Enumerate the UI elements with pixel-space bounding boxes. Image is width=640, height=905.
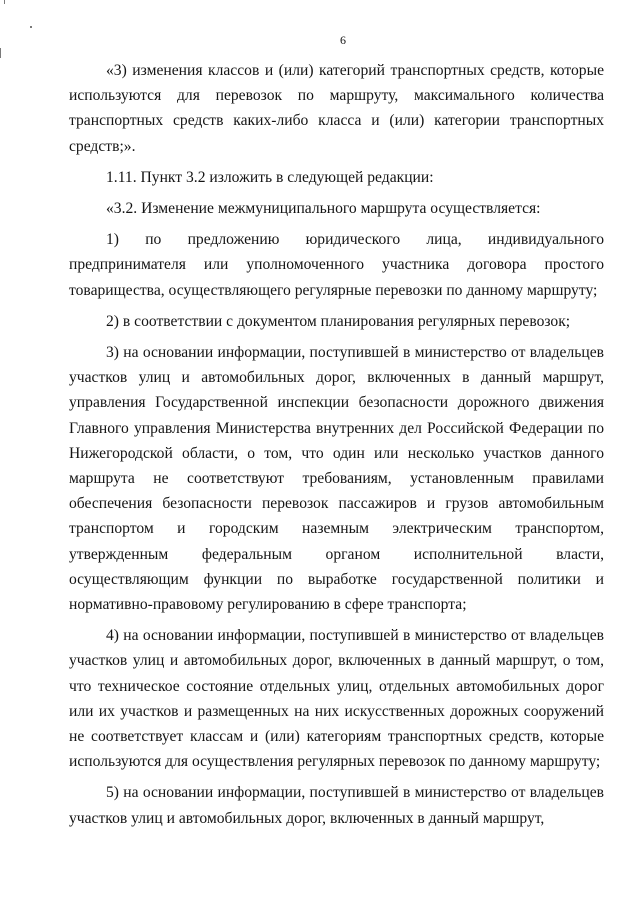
page-number: 6 (340, 33, 346, 47)
scan-mark (4, 0, 5, 4)
scan-mark (30, 26, 32, 28)
paragraph-classes-change: «3) изменения классов и (или) категорий транспортных средств, которые используются для перевозок по маршруту, максимального количества транспортных средств каких-либо класса и (или) категории транспортных средств;». (69, 62, 604, 155)
paragraph-clause-3-2: «3.2. Изменение межмуниципального маршрута осуществляется: (106, 200, 541, 218)
paragraph-item-4: 4) на основании информации, поступившей в министерство от владельцев участков улиц и автомобильных дорог, включенных в данный маршрут, о том, что техническое состояние отдельных улиц, отдельных автомобильных дорог или их участков и размещенных на них искусственных дорожных сооружений не соответствует классам и (или) категориям транспортных средств, которые используются для осуществления регулярных перевозок по данному маршруту; (69, 627, 604, 771)
paragraph-item-1: 1) по предложению юридического лица, индивидуального предпринимателя или уполномоченного участника договора простого товарищества, осуществляющего регулярные перевозки по данному маршруту; (69, 231, 604, 299)
scan-mark (0, 48, 1, 58)
document-body (69, 58, 604, 837)
paragraph-item-3: 3) на основании информации, поступившей в министерство от владельцев участков улиц и автомобильных дорог, включенных в данный маршрут, управления Государственной инспекции безопасности дорожного движения Главного управления Министерства внутренних дел Российской Федерации по Нижегородской области, о том, что один или несколько участков данного маршрута не соответствуют требованиям, установленным правилами обеспечения безопасности перевозок пассажиров и грузов автомобильным транспортом и городским наземным электрическим транспортом, утвержденным федеральным органом исполнительной власти, осуществляющим функции по выработке государственной политики и нормативно-правовому регулированию в сфере транспорта; (69, 344, 604, 614)
paragraph-clause-1-11: 1.11. Пункт 3.2 изложить в следующей редакции: (106, 168, 434, 186)
paragraph-item-5: 5) на основании информации, поступившей в министерство от владельцев участков улиц и автомобильных дорог, включенных в данный маршрут, (69, 784, 604, 827)
paragraph-item-2: 2) в соответствии с документом планирования регулярных перевозок; (106, 312, 571, 330)
